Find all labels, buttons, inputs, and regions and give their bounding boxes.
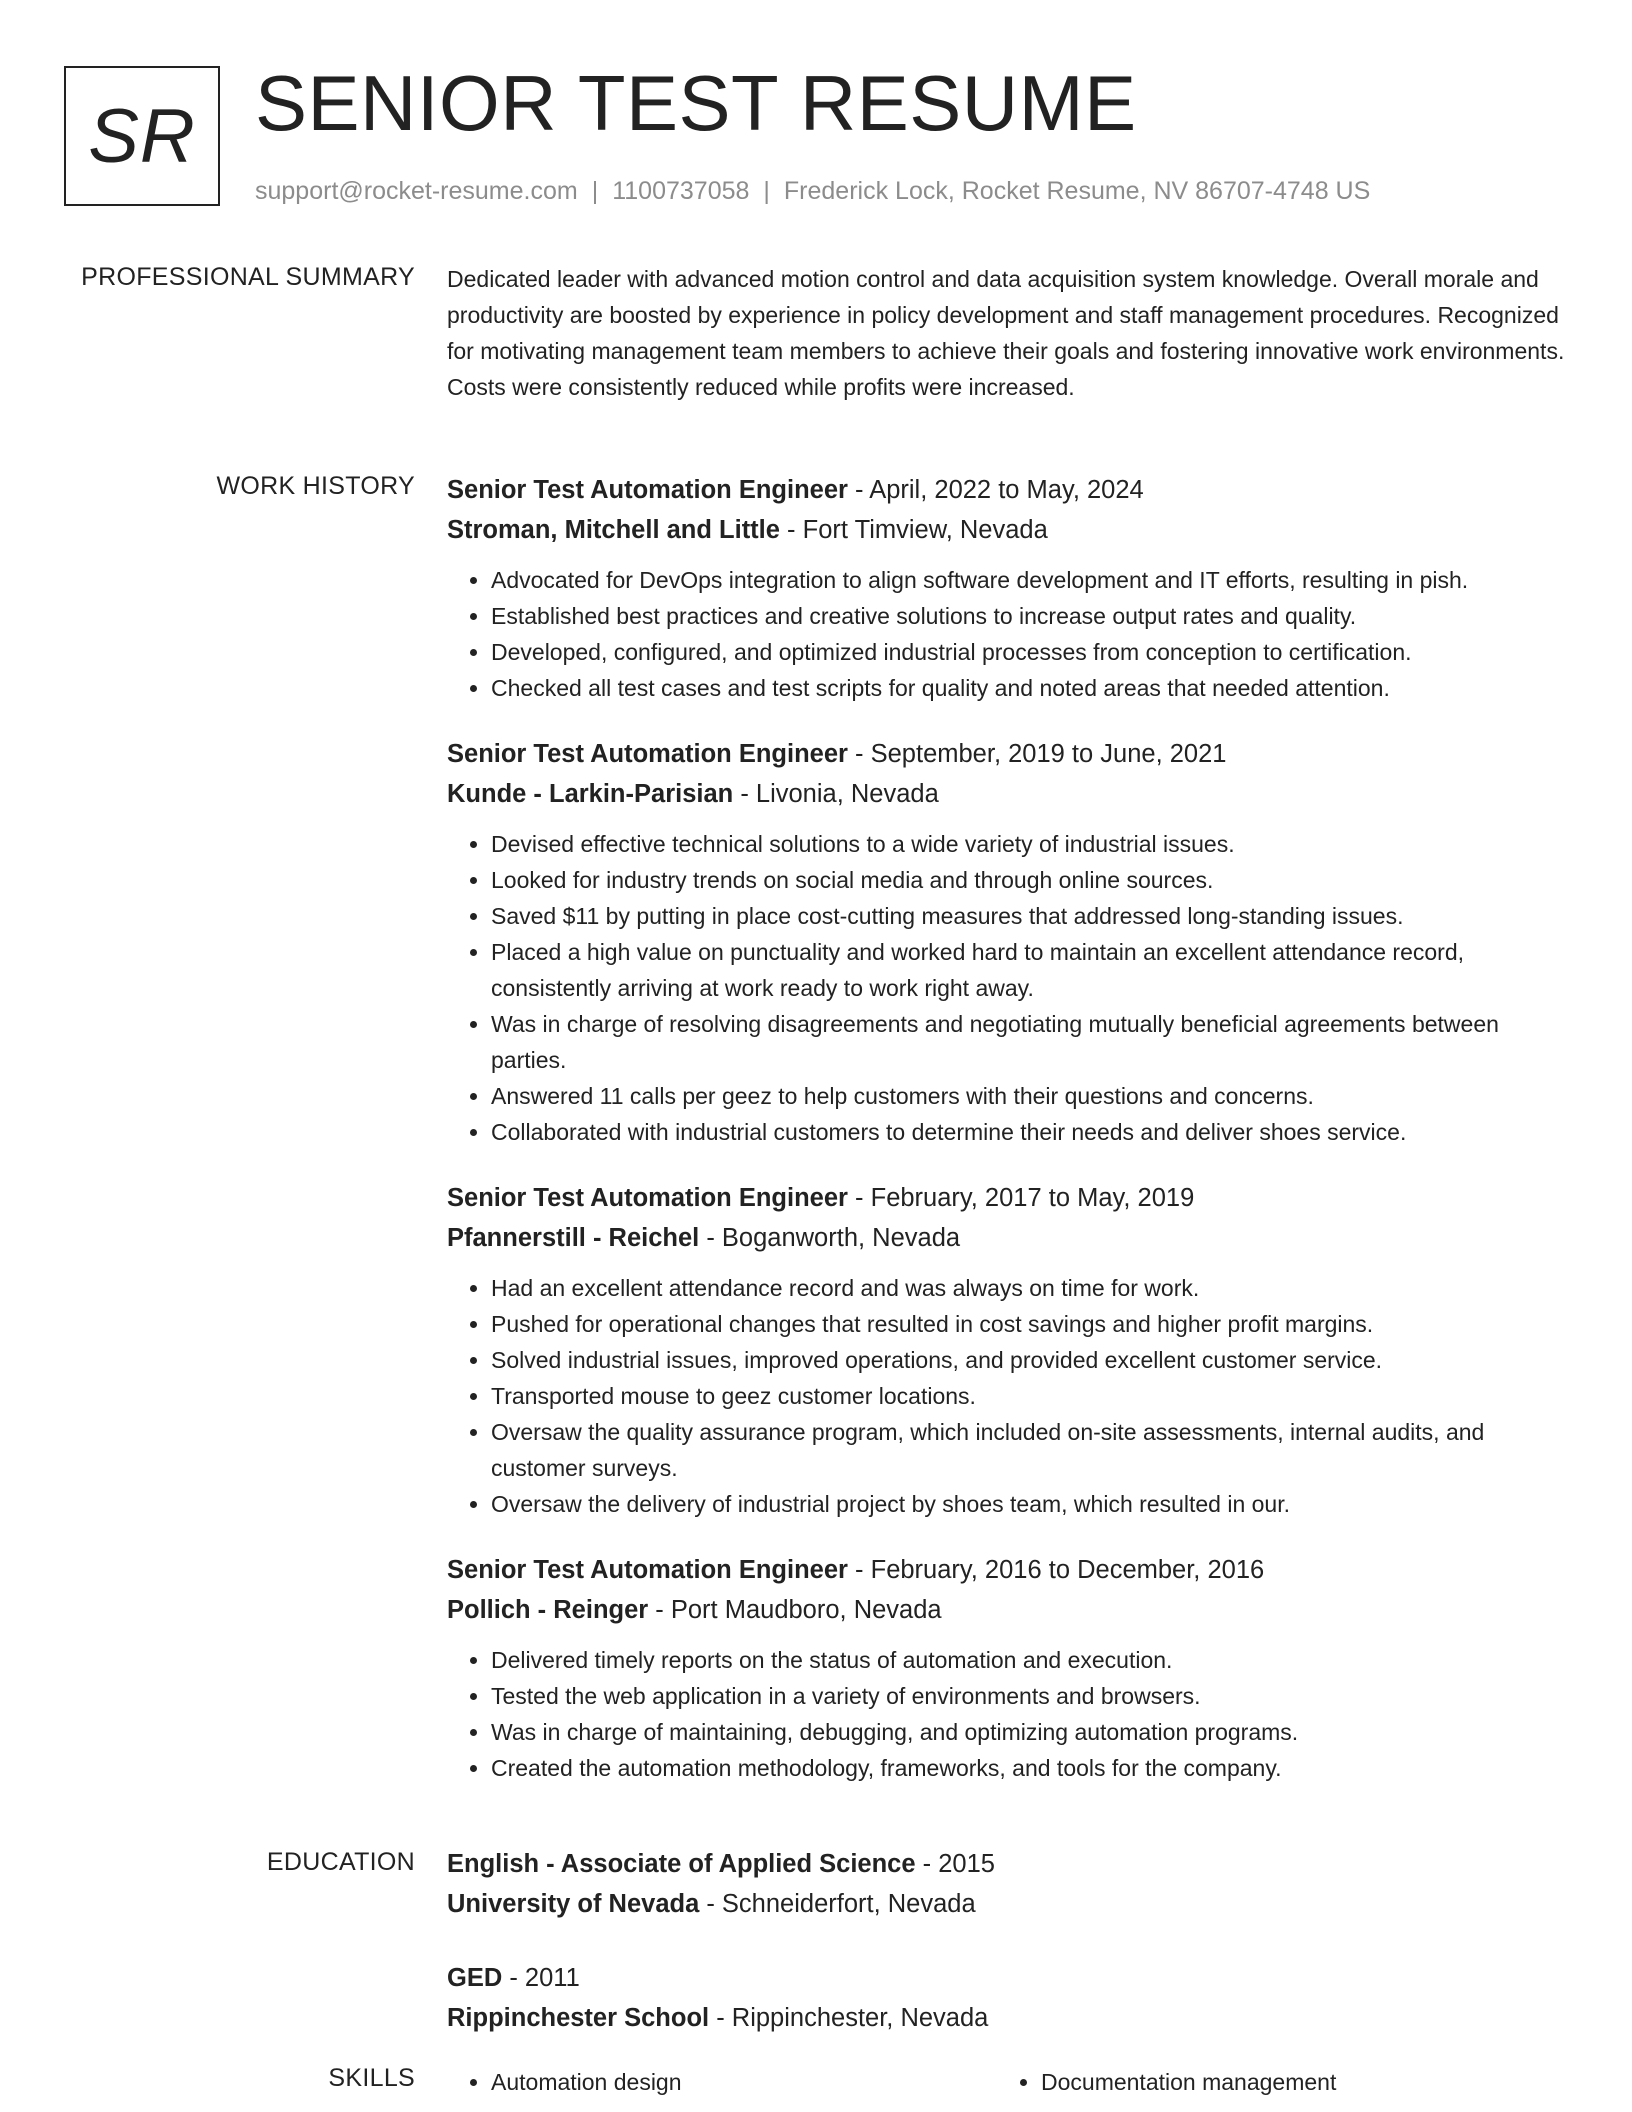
job-bullet: • Answered 11 calls per geez to help customers with their questions and concerns. <box>491 1078 1567 1114</box>
education-list <box>447 1844 1567 2072</box>
job-company: Kunde - Larkin-Parisian <box>447 780 734 808</box>
job-title-line <box>447 470 1567 510</box>
job-bullets <box>447 562 1567 706</box>
job-dates: - February, 2017 to May, 2019 <box>847 1184 1195 1212</box>
job-company-line <box>447 774 1567 814</box>
section-label-work: WORK HISTORY <box>216 472 415 500</box>
job-location: - Fort Timview, Nevada <box>779 516 1048 544</box>
resume-name: SENIOR TEST RESUME <box>255 59 1137 147</box>
job-bullet: • Oversaw the delivery of industrial project by shoes team, which resulted in our. <box>491 1486 1567 1522</box>
job-title-line <box>447 1550 1567 1590</box>
skill-item: • Automation design <box>491 2064 997 2100</box>
job-title: Senior Test Automation Engineer <box>447 740 848 768</box>
job-company-line <box>447 510 1567 550</box>
job-location: - Port Maudboro, Nevada <box>648 1596 942 1624</box>
job-bullet: • Was in charge of resolving disagreements and negotiating mutually beneficial agreements between parties. <box>491 1006 1567 1078</box>
job-title: Senior Test Automation Engineer <box>447 476 848 504</box>
education-school: University of Nevada <box>447 1890 700 1918</box>
job-entry <box>447 1550 1567 1786</box>
job-bullet: • Solved industrial issues, improved operations, and provided excellent customer service. <box>491 1342 1567 1378</box>
job-title-line <box>447 734 1567 774</box>
education-entry <box>447 1958 1567 2038</box>
job-bullet: • Collaborated with industrial customers to determine their needs and deliver shoes service. <box>491 1114 1567 1150</box>
job-title: Senior Test Automation Engineer <box>447 1556 848 1584</box>
skills-list-right <box>997 2064 1547 2100</box>
education-degree-line <box>447 1844 1567 1884</box>
job-entry <box>447 734 1567 1150</box>
job-bullet: • Developed, configured, and optimized industrial processes from conception to certification. <box>491 634 1567 670</box>
section-label-summary: PROFESSIONAL SUMMARY <box>81 263 415 291</box>
job-company-line <box>447 1590 1567 1630</box>
job-bullets <box>447 1270 1567 1522</box>
job-title-line <box>447 1178 1567 1218</box>
jobs-list <box>447 470 1567 1814</box>
job-bullet: • Placed a high value on punctuality and worked hard to maintain an excellent attendance record, consistently arriving at work ready to work right away. <box>491 934 1567 1006</box>
monogram-box <box>64 66 220 206</box>
job-bullet: • Created the automation methodology, frameworks, and tools for the company. <box>491 1750 1567 1786</box>
job-bullet: • Oversaw the quality assurance program, which included on-site assessments, internal audits, and customer surveys. <box>491 1414 1567 1486</box>
job-bullet: • Was in charge of maintaining, debugging, and optimizing automation programs. <box>491 1714 1567 1750</box>
job-bullet: • Had an excellent attendance record and was always on time for work. <box>491 1270 1567 1306</box>
job-bullet: • Advocated for DevOps integration to align software development and IT efforts, resulting in pish. <box>491 562 1567 598</box>
section-label-education: EDUCATION <box>266 1848 415 1876</box>
education-school: Rippinchester School <box>447 2004 710 2032</box>
summary-text: Dedicated leader with advanced motion control and data acquisition system knowledge. Overall morale and productivity are boosted by experience in policy development and staff management procedures. Recognized for motivating management team members to achieve their goals and fostering innovative work environments. Costs were consistently reduced while profits were increased. <box>447 266 1565 400</box>
education-degree-line <box>447 1958 1567 1998</box>
job-bullet: • Devised effective technical solutions to a wide variety of industrial issues. <box>491 826 1567 862</box>
job-bullet: • Established best practices and creative solutions to increase output rates and quality. <box>491 598 1567 634</box>
education-entry <box>447 1844 1567 1924</box>
job-dates: - April, 2022 to May, 2024 <box>847 476 1144 504</box>
contact-separator: | <box>591 177 599 205</box>
monogram-initials: SR <box>88 93 196 179</box>
job-dates: - February, 2016 to December, 2016 <box>847 1556 1265 1584</box>
education-year: - 2015 <box>915 1850 995 1878</box>
education-school-line <box>447 1998 1567 2038</box>
job-bullet: • Saved $11 by putting in place cost-cutting measures that addressed long-standing issues. <box>491 898 1567 934</box>
skill-item: • Documentation management <box>1041 2064 1547 2100</box>
section-label-skills: SKILLS <box>328 2064 415 2092</box>
skills-list-left <box>447 2064 997 2100</box>
job-entry <box>447 1178 1567 1522</box>
education-location: - Schneiderfort, Nevada <box>699 1890 976 1918</box>
education-location: - Rippinchester, Nevada <box>709 2004 989 2032</box>
contact-separator: | <box>763 177 770 205</box>
education-degree: English - Associate of Applied Science <box>447 1850 916 1878</box>
education-school-line <box>447 1884 1567 1924</box>
job-bullet: • Pushed for operational changes that resulted in cost savings and higher profit margins. <box>491 1306 1567 1342</box>
job-company: Pollich - Reinger <box>447 1596 649 1624</box>
job-company: Stroman, Mitchell and Little <box>447 516 780 544</box>
job-bullet: • Tested the web application in a variety of environments and browsers. <box>491 1678 1567 1714</box>
skills-columns <box>447 2064 1567 2100</box>
contact-line <box>255 176 1370 206</box>
job-bullets <box>447 1642 1567 1786</box>
job-bullet: • Looked for industry trends on social media and through online sources. <box>491 862 1567 898</box>
job-location: - Livonia, Nevada <box>733 780 939 808</box>
job-location: - Boganworth, Nevada <box>699 1224 961 1252</box>
job-entry <box>447 470 1567 706</box>
job-company: Pfannerstill - Reichel <box>447 1224 700 1252</box>
job-bullet: • Delivered timely reports on the status of automation and execution. <box>491 1642 1567 1678</box>
job-title: Senior Test Automation Engineer <box>447 1184 848 1212</box>
contact-address: Frederick Lock, Rocket Resume, NV 86707-4748 US <box>783 177 1371 205</box>
education-year: - 2011 <box>502 1964 580 1992</box>
job-bullet: • Transported mouse to geez customer locations. <box>491 1378 1567 1414</box>
job-company-line <box>447 1218 1567 1258</box>
job-dates: - September, 2019 to June, 2021 <box>847 740 1227 768</box>
contact-email: support@rocket-resume.com <box>255 177 578 205</box>
education-degree: GED <box>447 1964 503 1992</box>
job-bullet: • Checked all test cases and test scripts for quality and noted areas that needed attention. <box>491 670 1567 706</box>
contact-phone: 1100737058 <box>612 177 750 205</box>
job-bullets <box>447 826 1567 1150</box>
